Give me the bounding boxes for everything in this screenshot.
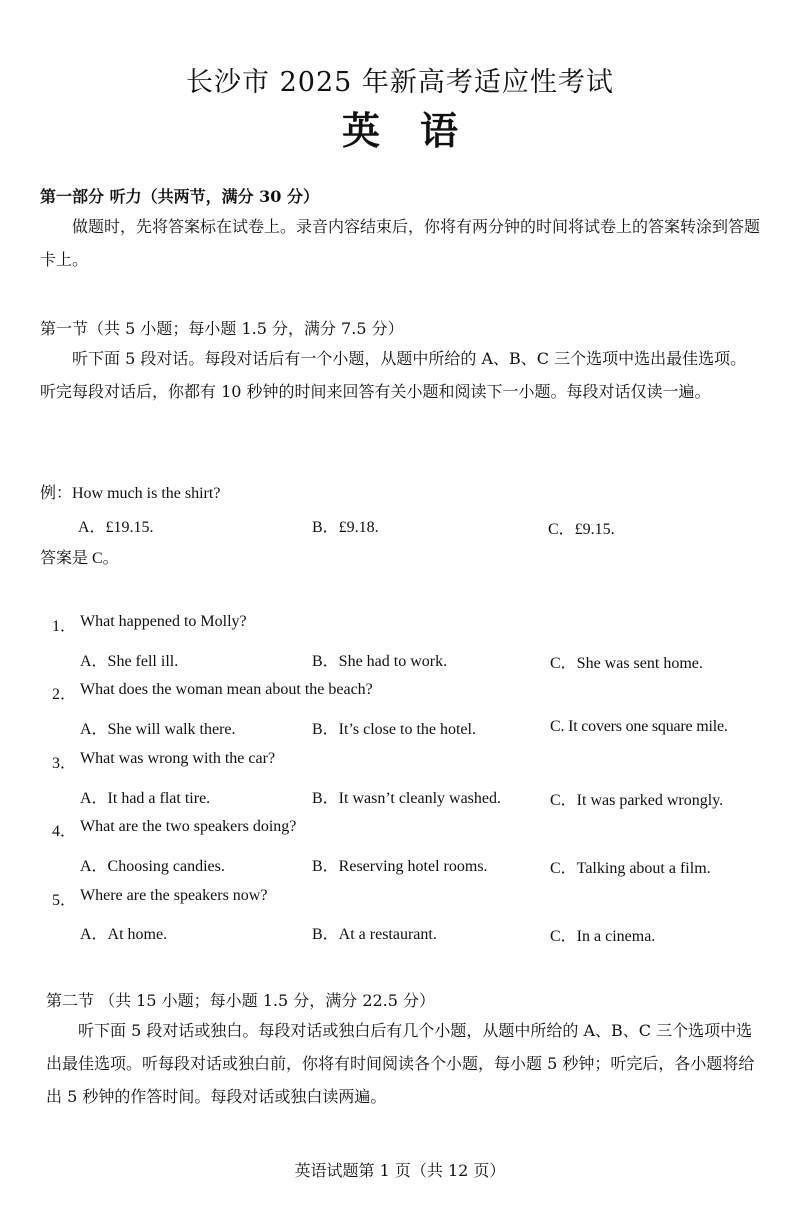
example-option-c: C．£9.15.	[548, 521, 615, 538]
section2-instruction: 听下面 5 段对话或独白。每段对话或独白后有几个小题，从题中所给的 A、B、C 三个选项中选出最佳选项。听每段对话或独白前，你将有时间阅读各个小题，每小题 5 秒钟；听完后，各小题将给出 5 秒钟的作答时间。每段对话或独白读两遍。	[46, 1021, 755, 1106]
option-a: A．It had a flat tire.	[80, 790, 211, 807]
example-question: 例：How much is the shirt?	[40, 485, 221, 502]
option-b: B．At a restaurant.	[312, 926, 437, 943]
option-b: B．She had to work.	[312, 653, 448, 670]
question-number: 2．	[52, 686, 77, 703]
option-b: B．Reserving hotel rooms.	[312, 858, 488, 875]
option-a: A．She will walk there.	[80, 721, 236, 738]
subject-title: 英语	[341, 108, 498, 153]
part1-instruction: 做题时，先将答案标在试卷上。录音内容结束后，你将有两分钟的时间将试卷上的答案转涂到答题卡上。	[40, 217, 761, 269]
exam-title: 长沙市 2025 年新高考适应性考试	[186, 67, 614, 98]
option-c: C. It covers one square mile.	[550, 718, 728, 735]
section1-instruction: 听下面 5 段对话。每段对话后有一个小题，从题中所给的 A、B、C 三个选项中选出最佳选项。听完每段对话后，你都有 10 秒钟的时间来回答有关小题和阅读下一小题。每段对话仅读一遍。	[40, 349, 747, 401]
option-c: C．She was sent home.	[550, 655, 703, 672]
question-number: 1．	[52, 618, 77, 635]
section1-heading: 第一节（共 5 小题；每小题 1.5 分，满分 7.5 分）	[40, 319, 404, 338]
example-answer: 答案是 C。	[40, 550, 119, 567]
question-text: What was wrong with the car?	[80, 750, 276, 767]
example-option-b: B．£9.18.	[312, 519, 379, 536]
question-text: Where are the speakers now?	[80, 887, 268, 904]
question-text: What does the woman mean about the beach?	[80, 681, 373, 698]
question-number: 5．	[52, 892, 77, 909]
question-text: What are the two speakers doing?	[80, 818, 297, 835]
question-number: 4．	[52, 823, 77, 840]
option-a: A．She fell ill.	[80, 653, 179, 670]
option-a: A．At home.	[80, 926, 168, 943]
question-text: What happened to Molly?	[80, 613, 247, 630]
part1-heading: 第一部分 听力（共两节，满分 30 分）	[40, 187, 319, 206]
page-footer: 英语试题第 1 页（共 12 页）	[294, 1161, 506, 1180]
question-number: 3．	[52, 755, 77, 772]
option-a: A．Choosing candies.	[80, 858, 225, 875]
section2-heading: 第二节 （共 15 小题；每小题 1.5 分，满分 22.5 分）	[46, 991, 436, 1010]
option-c: C．Talking about a film.	[550, 860, 711, 877]
option-b: B．It’s close to the hotel.	[312, 721, 476, 738]
example-option-a: A．£19.15.	[78, 519, 154, 536]
option-b: B．It wasn’t cleanly washed.	[312, 790, 501, 807]
option-c: C．In a cinema.	[550, 928, 656, 945]
option-c: C．It was parked wrongly.	[550, 792, 724, 809]
